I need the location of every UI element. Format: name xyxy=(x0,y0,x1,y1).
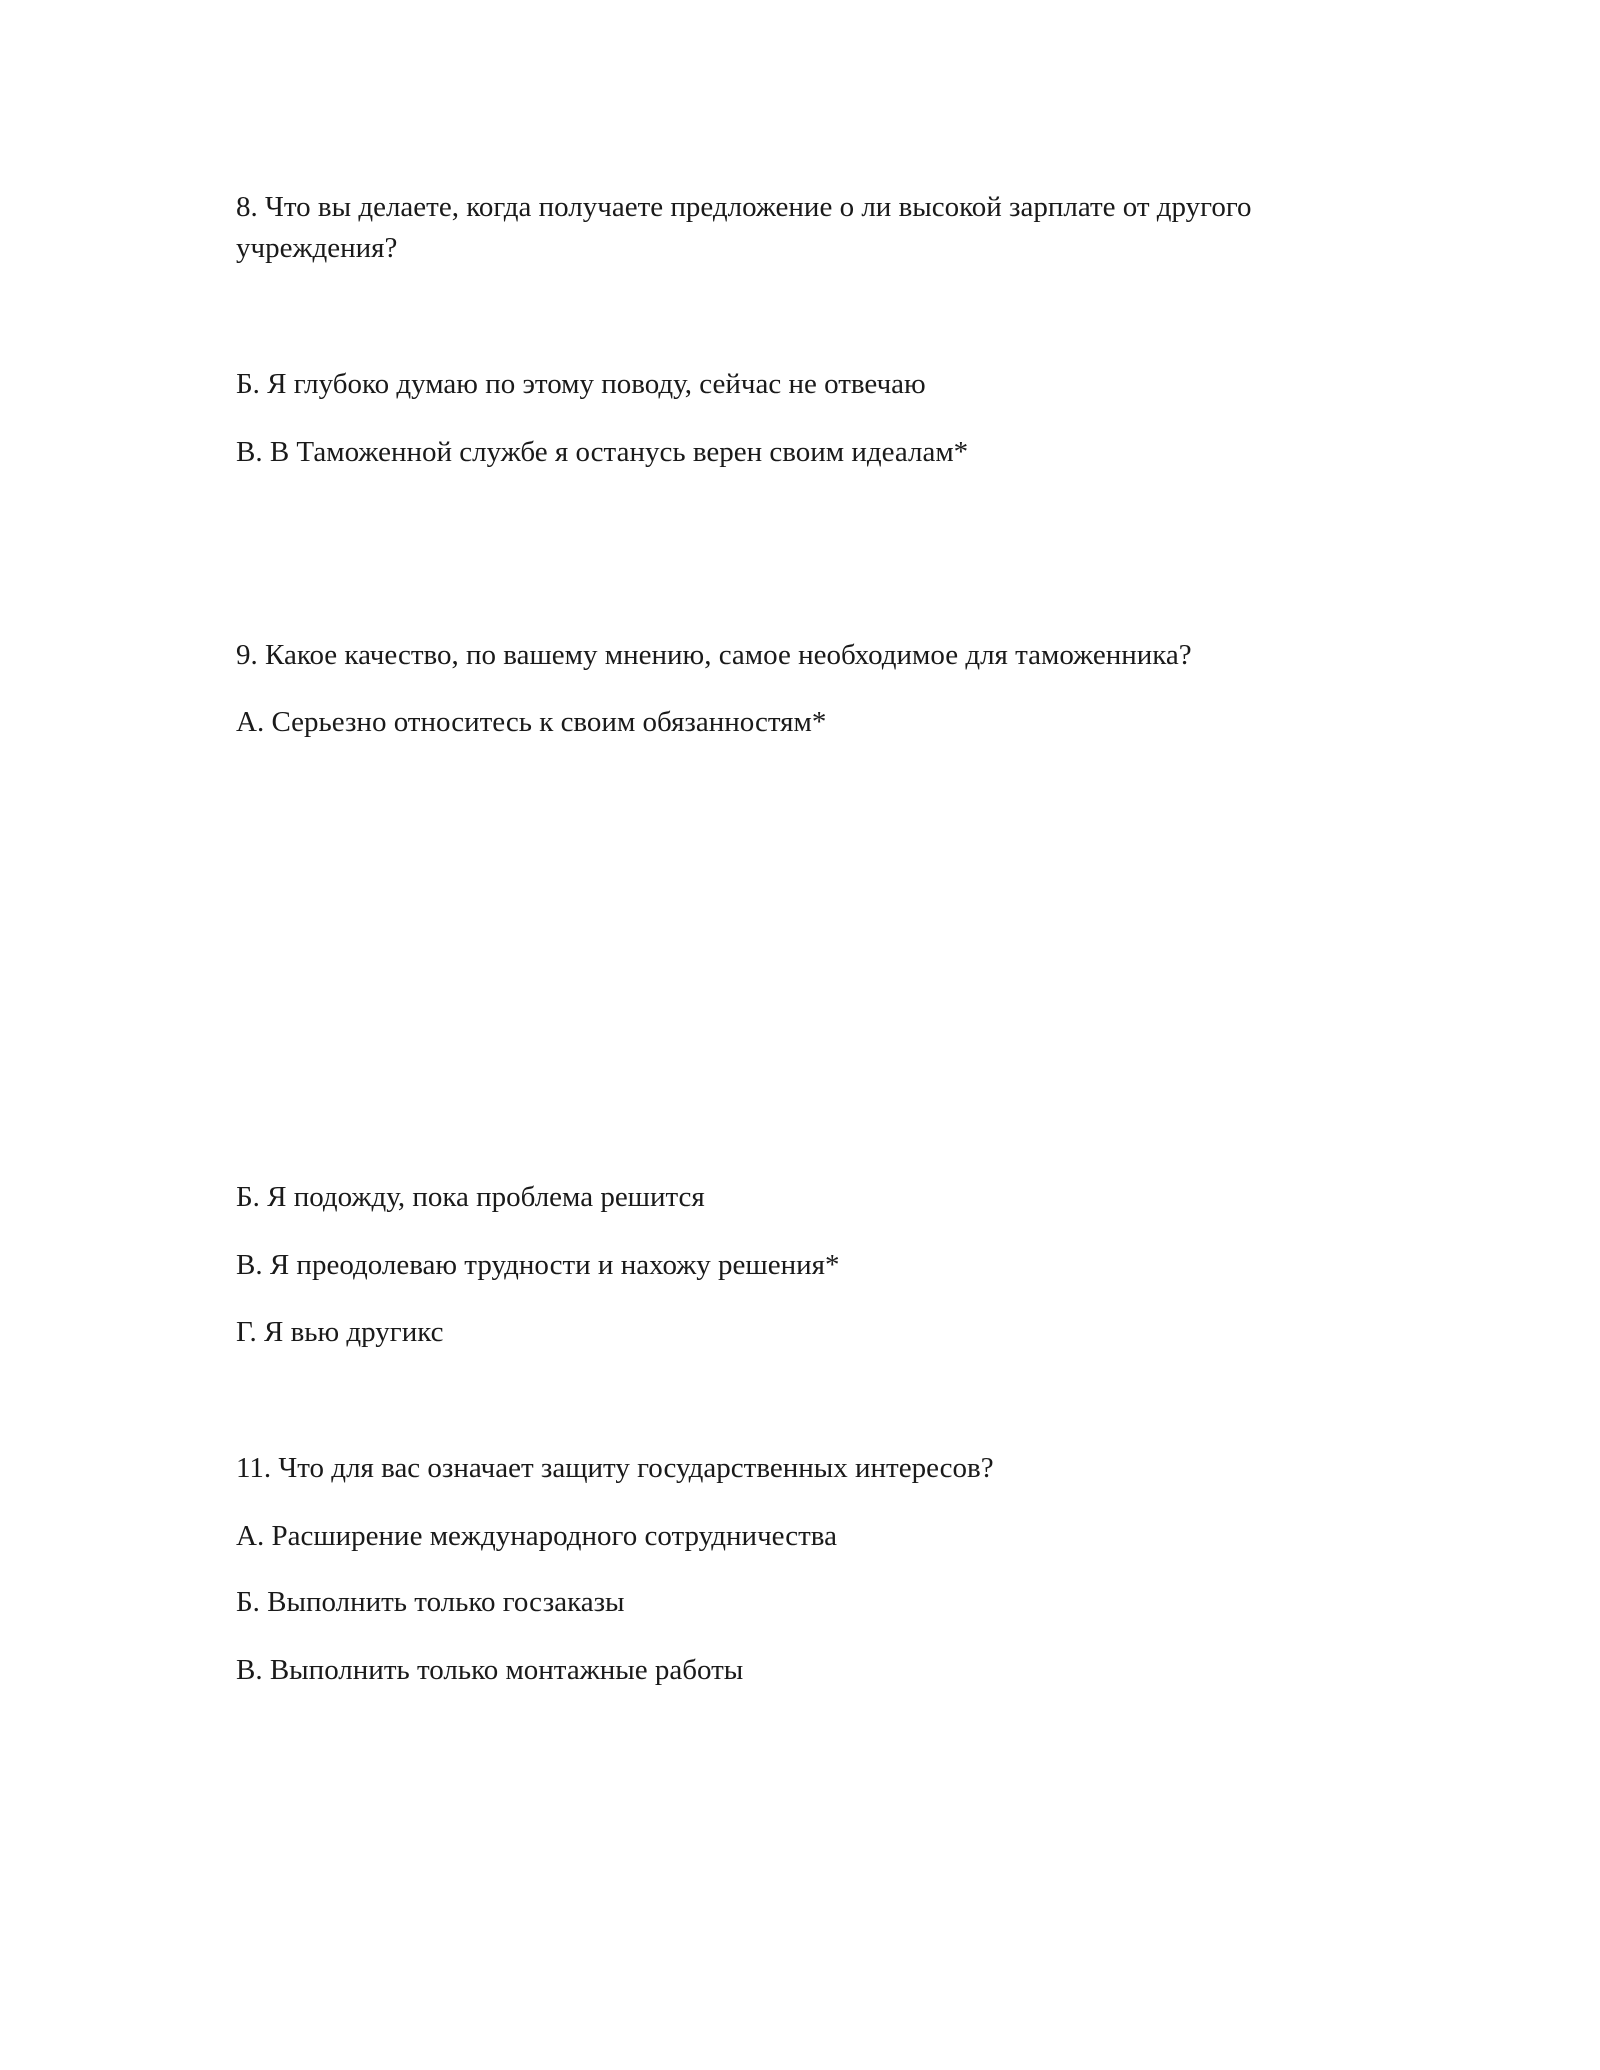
question-9: 9. Какое качество, по вашему мнению, самое необходимое для таможенника? xyxy=(236,639,1192,671)
question-11-option-b: Б. Выполнить только госзаказы xyxy=(236,1586,625,1618)
question-8-option-v: В. В Таможенной службе я останусь верен своим идеалам* xyxy=(236,436,969,468)
question-10-option-v: В. Я преодолеваю трудности и нахожу решения* xyxy=(236,1249,840,1281)
question-11-option-v: В. Выполнить только монтажные работы xyxy=(236,1654,744,1686)
question-10-option-b: Б. Я подожду, пока проблема решится xyxy=(236,1181,705,1213)
question-11-option-a: А. Расширение международного сотрудничества xyxy=(236,1520,837,1552)
question-8-line-2: учреждения? xyxy=(236,232,398,264)
question-8-option-b: Б. Я глубоко думаю по этому поводу, сейчас не отвечаю xyxy=(236,368,926,400)
question-10-option-g: Г. Я вью другикс xyxy=(236,1316,444,1348)
question-9-option-a: А. Серьезно относитесь к своим обязанностям* xyxy=(236,706,827,738)
question-8-line-1: 8. Что вы делаете, когда получаете предложение о ли высокой зарплате от другого xyxy=(236,191,1252,223)
question-11: 11. Что для вас означает защиту государственных интересов? xyxy=(236,1452,994,1484)
